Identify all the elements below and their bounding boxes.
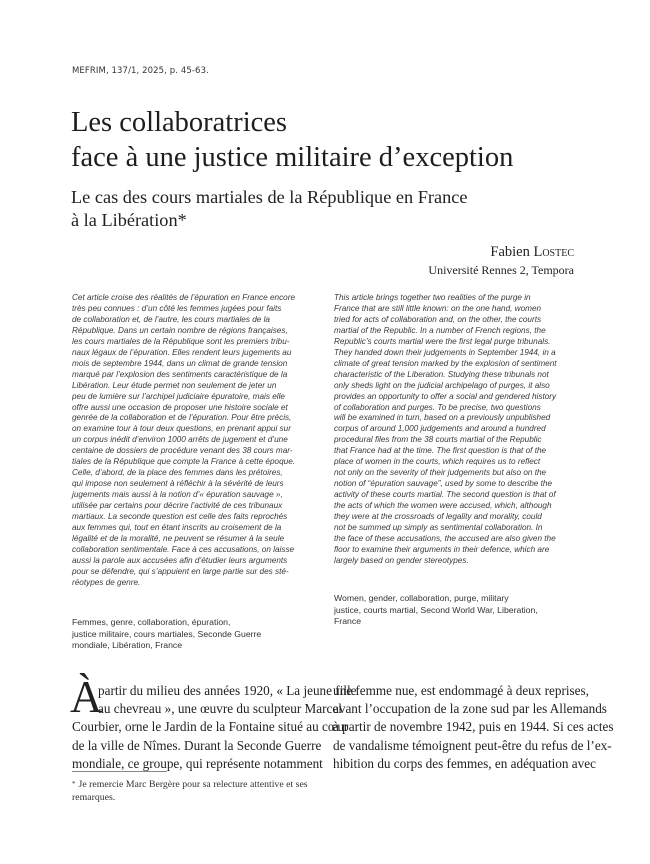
abstract-line: réotypes de genre. <box>72 577 141 587</box>
body-line: de la ville de Nîmes. Durant la Seconde Guerre <box>72 737 322 753</box>
abstract-line: procedural files from the 38 courts martial of the Republic <box>334 435 542 445</box>
abstract-english <box>334 293 577 567</box>
keywords-line: Femmes, genre, collaboration, épuration, <box>72 617 231 627</box>
body-line: partir du milieu des années 1920, « La jeune fille <box>98 683 357 698</box>
abstract-line: tiales de la République que compte la France à cette époque. <box>72 457 296 467</box>
abstract-line: martial of the Republic. In a number of French regions, the <box>334 325 546 335</box>
abstract-line: marqué par l’explosion des sentiments caractéristique de la <box>72 369 288 379</box>
abstract-line: notion of “épuration sauvage”, used by some to describe the <box>334 479 553 489</box>
abstract-line: provides an opportunity to offer a social and gendered history <box>334 391 557 401</box>
abstract-line: qui impose non seulement à réfléchir à la sévérité de leurs <box>72 479 284 489</box>
abstract-line: offre aussi une occasion de proposer une histoire sociale et <box>72 402 288 412</box>
body-line: de vandalisme témoignent peut-être du refus de l’ex- <box>333 737 612 753</box>
abstract-line: Libération. Leur étude permet non seulement de jeter un <box>72 380 277 390</box>
abstract-line: the acts of which the women were accused, which, although <box>334 501 552 511</box>
abstract-line: jugements mais aussi à la notion d’« épuration sauvage », <box>72 490 283 500</box>
abstract-line: mois de septembre 1944, dans un climat de grande tension <box>72 358 288 368</box>
keywords-line: justice, courts martial, Second World War, Liberation, <box>334 604 538 615</box>
abstract-line: characteristic of the Liberation. Studying these tribunals not <box>334 369 549 379</box>
abstract-line: les cours martiales de la République sont les premiers tribu- <box>72 336 290 346</box>
journal-reference: MEFRIM, 137/1, 2025, p. 45-63. <box>72 66 209 76</box>
abstract-line: un corpus inédit d’environ 1000 arrêts de jugement et d’une <box>72 435 288 445</box>
abstract-line: aux femmes qui, tout en étant inscrits au croisement de la <box>72 523 282 533</box>
keywords-line: Women, gender, collaboration, purge, military <box>334 593 509 603</box>
body-column-left <box>72 682 357 773</box>
drop-cap: À <box>70 672 103 722</box>
abstract-line: martiaux. La seconde question est celle des faits reprochés <box>72 512 288 522</box>
abstract-french <box>72 293 315 589</box>
article-subtitle <box>71 186 591 232</box>
abstract-line: that France had at the time. The first question is that of the <box>334 446 547 456</box>
body-column-right <box>333 682 614 773</box>
body-line: mondiale, ce groupe, qui représente notamment <box>72 755 323 771</box>
abstract-line: only sheds light on the judicial archipelago of purges, it also <box>334 380 550 390</box>
author-first-name: Fabien <box>490 244 534 260</box>
footnote-text: Je remercie Marc Bergère pour sa relecture attentive et ses remarques. <box>72 779 308 803</box>
abstract-line: France that are still little known: on the one hand, women <box>334 303 542 313</box>
keywords-line: France <box>334 616 362 627</box>
abstract-line: place of women in the courts, which requires us to reflect <box>334 457 541 467</box>
abstract-line: naux légaux de l’épuration. Elles rendent leurs jugements au <box>72 347 292 357</box>
abstract-line: République. Dans un certain nombre de régions françaises, <box>72 325 288 335</box>
title-line: face à une justice militaire d’exception <box>71 142 514 173</box>
body-line: avant l’occupation de la zone sud par les Allemands <box>333 701 607 717</box>
footnote <box>72 778 332 804</box>
title-line: Les collaboratrices <box>71 107 288 138</box>
abstract-line: Republic’s courts martial were the first legal purge tribunals. <box>334 336 551 346</box>
abstract-line: the face of these accusations, the accused are also given the <box>334 533 556 543</box>
abstract-line: they were at the crossroads of legality and morality, could <box>334 512 542 522</box>
abstract-line: This article brings together two realities of the purge in <box>334 293 531 302</box>
abstract-line: peu de lumière sur l’archipel judiciaire épuratoire, mais elle <box>72 391 285 401</box>
keywords-french <box>72 617 317 652</box>
footnote-divider <box>72 771 167 772</box>
abstract-line: largely based on gender stereotypes. <box>334 555 469 565</box>
abstract-line: pour se défendre, qui s’appuient en large partie sur des sté- <box>72 566 289 576</box>
author-name <box>490 244 574 261</box>
body-line: une femme nue, est endommagé à deux reprises, <box>333 683 589 698</box>
body-line: Courbier, orne le Jardin de la Fontaine situé au cœur <box>72 719 349 735</box>
body-line: au chevreau », une œuvre du sculpteur Marcel <box>98 701 342 717</box>
abstract-line: centaine de dossiers de procédure venant des 38 cours mar- <box>72 446 293 456</box>
abstract-line: tried for acts of collaboration and, on the other, the courts <box>334 314 542 324</box>
abstract-line: on examine tour à tour deux questions, en prenant appui sur <box>72 424 291 434</box>
abstract-line: Celle, d’abord, de la place des femmes dans les prétoires, <box>72 468 283 478</box>
abstract-line: floor to examine their arguments in their defence, which are <box>334 544 550 554</box>
article-title <box>71 105 591 175</box>
abstract-line: They handed down their judgements in September 1944, in a <box>334 347 556 357</box>
abstract-line: de collaboration et, de l’autre, les cours martiales de la <box>72 314 270 324</box>
footnote-mark: * <box>72 780 76 788</box>
abstract-line: genrée de la collaboration et de l’épuration. Pour être précis, <box>72 413 292 423</box>
abstract-line: collaboration sentimentale. Face à ces accusations, on laisse <box>72 544 295 554</box>
abstract-line: activity of these courts martial. The second question is that of <box>334 490 556 500</box>
body-line: à partir de novembre 1942, puis en 1944. Si ces actes <box>333 719 614 735</box>
abstract-line: of collaboration and purges. To be precise, two questions <box>334 402 541 412</box>
abstract-line: climate of great tension marked by the explosion of sentiment <box>334 358 557 368</box>
abstract-line: not only on the severity of their judgements but also on the <box>334 468 547 478</box>
abstract-line: Cet article croise des réalités de l’épuration en France encore <box>72 293 295 302</box>
keywords-line: mondiale, Libération, France <box>72 640 183 651</box>
abstract-line: corpus of around 1,000 judgements and around a hundred <box>334 424 546 434</box>
author-last-name: Lostec <box>533 244 574 260</box>
abstract-line: utilisée par certains pour décrire l’activité de ces tribunaux <box>72 501 283 511</box>
body-line: hibition du corps des femmes, en adéquation avec <box>333 755 596 771</box>
abstract-line: aussi la parole aux accusées afin d’étudier leurs arguments <box>72 555 288 565</box>
keywords-line: justice militaire, cours martiales, Seconde Guerre <box>72 628 262 639</box>
subtitle-line: Le cas des cours martiales de la République en France <box>71 187 468 207</box>
abstract-line: will be examined in turn, based on a previously unpublished <box>334 413 551 423</box>
abstract-line: légalité et de la moralité, ne peuvent se résumer à la seule <box>72 533 285 543</box>
keywords-english <box>334 593 579 628</box>
subtitle-line: à la Libération* <box>71 210 187 230</box>
abstract-line: not be summed up simply as sentimental collaboration. In <box>334 523 543 533</box>
abstract-line: très peu connues : d’un côté les femmes jugées pour faits <box>72 303 282 313</box>
author-affiliation: Université Rennes 2, Tempora <box>428 263 574 277</box>
